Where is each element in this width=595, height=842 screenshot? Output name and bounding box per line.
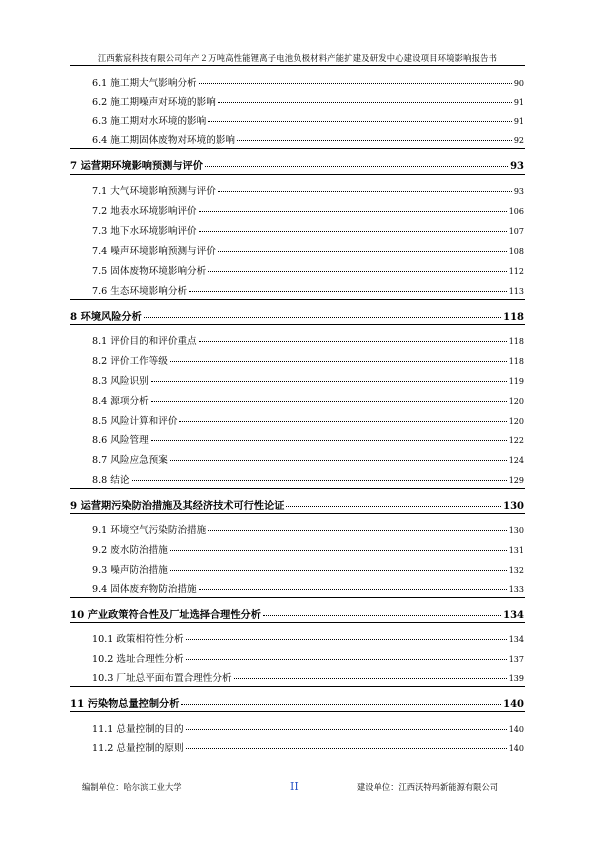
toc-entry-title: 11.2 总量控制的原则 [92, 743, 184, 754]
toc-entry-title: 9.3 噪声防治措施 [92, 565, 168, 576]
toc-dot-leader [186, 659, 507, 660]
toc-section-entry[interactable] [92, 243, 524, 257]
toc-section-entry[interactable] [92, 373, 524, 387]
toc-dot-leader [199, 211, 507, 212]
page-header: 江西紫宸科技有限公司年产２万吨高性能锂离子电池负极材料产能扩建及研发中心建设项目环境影响报告书 [97, 53, 498, 63]
toc-page-number: 134 [503, 610, 524, 621]
toc-page-number: 122 [508, 436, 524, 445]
toc-section-entry[interactable] [92, 203, 524, 217]
toc-dot-leader [151, 401, 507, 402]
section-divider [70, 174, 525, 175]
toc-section-entry[interactable] [92, 223, 524, 237]
toc-page-number: 131 [508, 546, 524, 555]
toc-entry-title: 9 运营期污染防治措施及其经济技术可行性论证 [70, 500, 285, 512]
toc-dot-leader [205, 166, 508, 167]
toc-page-number: 113 [508, 287, 524, 296]
section-divider [70, 711, 525, 712]
toc-chapter-entry[interactable] [70, 695, 524, 710]
toc-page-number: 93 [510, 161, 524, 172]
toc-dot-leader [189, 291, 507, 292]
toc-section-entry[interactable] [92, 333, 524, 347]
toc-section-entry[interactable] [92, 283, 524, 297]
toc-page-number: 112 [508, 267, 524, 276]
toc-dot-leader [199, 231, 507, 232]
toc-section-entry[interactable] [92, 94, 524, 108]
toc-entry-title: 8.5 风险计算和评价 [92, 416, 178, 427]
toc-dot-leader [208, 271, 506, 272]
toc-entry-title: 10.2 选址合理性分析 [92, 654, 184, 665]
toc-entry-title: 11.1 总量控制的目的 [92, 724, 184, 735]
toc-page-number: 132 [508, 566, 524, 575]
toc-dot-leader [234, 678, 507, 679]
toc-dot-leader [170, 361, 507, 362]
toc-dot-leader [151, 440, 507, 441]
toc-entry-title: 8.7 风险应急预案 [92, 455, 168, 466]
toc-page-number: 90 [513, 79, 524, 88]
toc-page-number: 124 [508, 456, 524, 465]
toc-entry-title: 9.1 环境空气污染防治措施 [92, 525, 207, 536]
toc-entry-title: 8.1 评价目的和评价重点 [92, 336, 197, 347]
section-divider [70, 622, 525, 623]
toc-page-number: 118 [508, 337, 524, 346]
toc-dot-leader [144, 317, 501, 318]
toc-dot-leader [170, 570, 507, 571]
toc-entry-title: 7.3 地下水环境影响评价 [92, 226, 197, 237]
toc-section-entry[interactable] [92, 263, 524, 277]
toc-dot-leader [218, 102, 512, 103]
toc-chapter-entry[interactable] [70, 606, 524, 621]
toc-dot-leader [286, 506, 501, 507]
section-divider [70, 597, 525, 598]
toc-page-number: 140 [503, 699, 524, 710]
toc-entry-title: 6.3 施工期对水环境的影响 [92, 116, 207, 127]
toc-page-number: 130 [508, 526, 524, 535]
toc-page-number: 92 [513, 136, 524, 145]
section-divider [70, 686, 525, 687]
toc-page-number: 93 [513, 187, 524, 196]
section-divider [70, 299, 525, 300]
toc-entry-title: 10.3 厂址总平面布置合理性分析 [92, 673, 232, 684]
toc-section-entry[interactable] [92, 740, 524, 754]
toc-page-number: 119 [508, 377, 524, 386]
toc-entry-title: 8 环境风险分析 [70, 311, 142, 323]
toc-entry-title: 8.2 评价工作等级 [92, 356, 168, 367]
toc-dot-leader [199, 83, 512, 84]
toc-dot-leader [179, 421, 506, 422]
toc-entry-title: 7.1 大气环境影响预测与评价 [92, 186, 216, 197]
toc-entry-title: 10.1 政策相符性分析 [92, 634, 184, 645]
toc-entry-title: 6.2 施工期噪声对环境的影响 [92, 97, 216, 108]
toc-dot-leader [132, 480, 507, 481]
toc-section-entry[interactable] [92, 670, 524, 684]
toc-page-number: 120 [508, 397, 524, 406]
toc-section-entry[interactable] [92, 75, 524, 89]
toc-entry-title: 7.5 固体废物环境影响分析 [92, 266, 207, 277]
toc-entry-title: 11 污染物总量控制分析 [70, 698, 180, 710]
toc-dot-leader [199, 341, 507, 342]
toc-dot-leader [237, 140, 512, 141]
toc-section-entry[interactable] [92, 113, 524, 127]
section-divider [70, 324, 525, 325]
toc-section-entry[interactable] [92, 413, 524, 427]
toc-dot-leader [199, 589, 507, 590]
toc-section-entry[interactable] [92, 132, 524, 146]
toc-page-number: 108 [508, 247, 524, 256]
toc-section-entry[interactable] [92, 353, 524, 367]
toc-entry-title: 7 运营期环境影响预测与评价 [70, 160, 203, 172]
toc-section-entry[interactable] [92, 721, 524, 735]
toc-dot-leader [208, 530, 506, 531]
toc-page-number: 129 [508, 476, 524, 485]
toc-entry-title: 7.4 噪声环境影响预测与评价 [92, 246, 216, 257]
toc-chapter-entry[interactable] [70, 157, 524, 172]
toc-page-number: 91 [513, 98, 524, 107]
toc-page-number: 134 [508, 635, 524, 644]
footer-compiler: 编制单位：哈尔滨工业大学 [82, 782, 182, 792]
toc-entry-title: 9.4 固体废弃物防治措施 [92, 584, 197, 595]
footer-page-number: II [290, 780, 299, 793]
toc-entry-title: 9.2 废水防治措施 [92, 545, 168, 556]
toc-section-entry[interactable] [92, 542, 524, 556]
toc-dot-leader [181, 704, 501, 705]
toc-entry-title: 7.2 地表水环境影响评价 [92, 206, 197, 217]
toc-section-entry[interactable] [92, 651, 524, 665]
toc-entry-title: 6.4 施工期固体废物对环境的影响 [92, 135, 236, 146]
toc-page-number: 140 [508, 725, 524, 734]
toc-section-entry[interactable] [92, 522, 524, 536]
toc-entry-title: 8.4 源项分析 [92, 396, 149, 407]
toc-page-number: 120 [508, 417, 524, 426]
toc-page-number: 133 [508, 585, 524, 594]
toc-section-entry[interactable] [92, 452, 524, 466]
toc-dot-leader [170, 460, 507, 461]
toc-entry-title: 8.8 结论 [92, 475, 130, 486]
toc-dot-leader [208, 121, 512, 122]
footer-builder: 建设单位：江西沃特玛新能源有限公司 [357, 782, 499, 792]
section-divider [70, 148, 525, 149]
toc-dot-leader [218, 191, 512, 192]
toc-page-number: 130 [503, 501, 524, 512]
toc-section-entry[interactable] [92, 432, 524, 446]
toc-page-number: 106 [508, 207, 524, 216]
toc-section-entry[interactable] [92, 472, 524, 486]
toc-dot-leader [263, 615, 501, 616]
toc-page-number: 118 [503, 312, 524, 323]
toc-dot-leader [151, 381, 507, 382]
toc-entry-title: 8.3 风险识别 [92, 376, 149, 387]
toc-entry-title: 6.1 施工期大气影响分析 [92, 78, 197, 89]
section-divider [70, 513, 525, 514]
toc-page-number: 91 [513, 117, 524, 126]
toc-page-number: 140 [508, 744, 524, 753]
toc-page-number: 118 [508, 357, 524, 366]
toc-page-number: 139 [508, 674, 524, 683]
toc-page-number: 137 [508, 655, 524, 664]
toc-section-entry[interactable] [92, 393, 524, 407]
toc-chapter-entry[interactable] [70, 308, 524, 323]
toc-dot-leader [186, 729, 507, 730]
toc-entry-title: 10 产业政策符合性及厂址选择合理性分析 [70, 609, 261, 621]
toc-dot-leader [186, 748, 507, 749]
section-divider [70, 488, 525, 489]
toc-entry-title: 8.6 风险管理 [92, 435, 149, 446]
toc-chapter-entry[interactable] [70, 497, 524, 512]
toc-dot-leader [170, 550, 507, 551]
toc-section-entry[interactable] [92, 581, 524, 595]
toc-section-entry[interactable] [92, 631, 524, 645]
toc-dot-leader [186, 639, 507, 640]
toc-page-number: 107 [508, 227, 524, 236]
toc-section-entry[interactable] [92, 183, 524, 197]
toc-section-entry[interactable] [92, 562, 524, 576]
toc-entry-title: 7.6 生态环境影响分析 [92, 286, 188, 297]
toc-dot-leader [218, 251, 507, 252]
